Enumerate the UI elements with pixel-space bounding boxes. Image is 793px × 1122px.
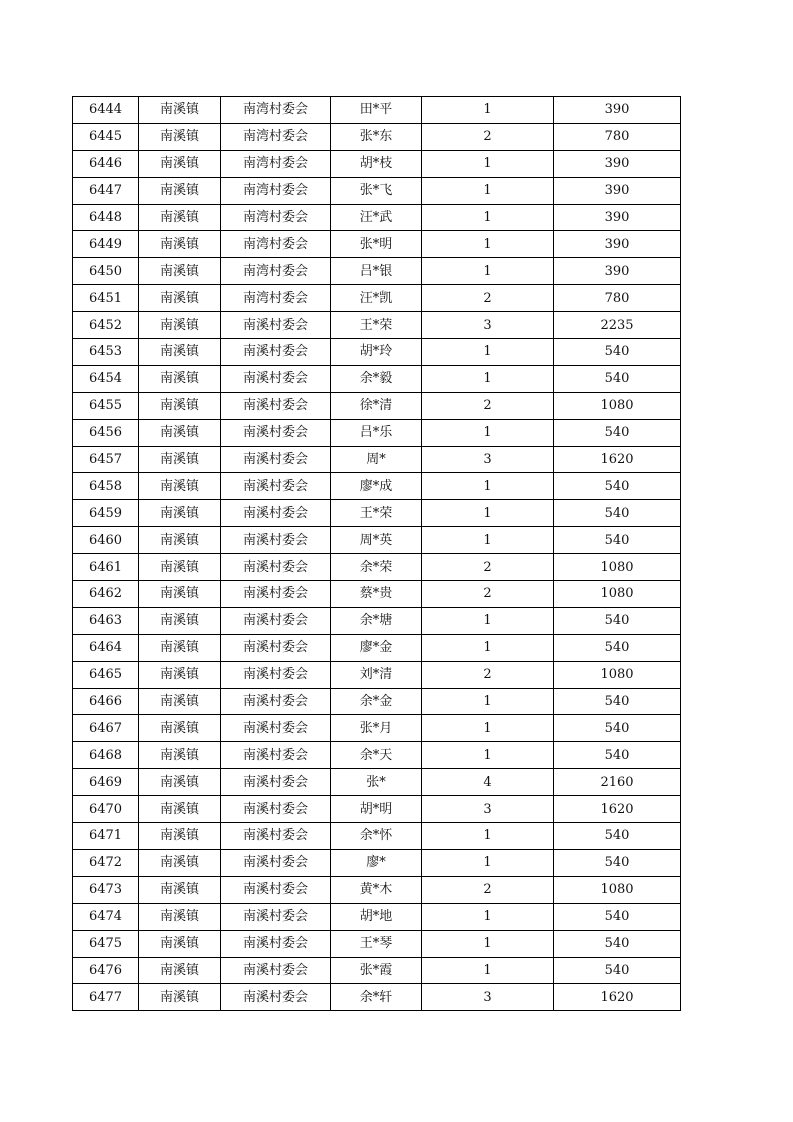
amount-cell: 540 (554, 742, 681, 769)
table-row (73, 554, 681, 581)
name-cell: 张* (331, 769, 422, 796)
town-cell: 南溪镇 (139, 903, 221, 930)
amount-cell: 780 (554, 123, 681, 150)
table-row (73, 823, 681, 850)
village-committee-cell: 南湾村委会 (221, 285, 331, 312)
table-row (73, 661, 681, 688)
town-cell: 南溪镇 (139, 876, 221, 903)
amount-cell: 540 (554, 715, 681, 742)
serial-number-cell: 6471 (73, 823, 139, 850)
village-committee-cell: 南溪村委会 (221, 984, 331, 1011)
household-size-cell: 1 (422, 688, 554, 715)
serial-number-cell: 6460 (73, 527, 139, 554)
town-cell: 南溪镇 (139, 285, 221, 312)
table-row (73, 285, 681, 312)
town-cell: 南溪镇 (139, 473, 221, 500)
village-committee-cell: 南溪村委会 (221, 661, 331, 688)
village-committee-cell: 南湾村委会 (221, 150, 331, 177)
village-committee-cell: 南溪村委会 (221, 339, 331, 366)
amount-cell: 390 (554, 150, 681, 177)
table-row (73, 204, 681, 231)
table-row (73, 984, 681, 1011)
serial-number-cell: 6444 (73, 97, 139, 124)
household-size-cell: 1 (422, 849, 554, 876)
town-cell: 南溪镇 (139, 231, 221, 258)
town-cell: 南溪镇 (139, 312, 221, 339)
town-cell: 南溪镇 (139, 688, 221, 715)
amount-cell: 390 (554, 204, 681, 231)
town-cell: 南溪镇 (139, 177, 221, 204)
household-size-cell: 1 (422, 231, 554, 258)
serial-number-cell: 6467 (73, 715, 139, 742)
serial-number-cell: 6475 (73, 930, 139, 957)
name-cell: 周*英 (331, 527, 422, 554)
village-committee-cell: 南溪村委会 (221, 312, 331, 339)
village-committee-cell: 南溪村委会 (221, 903, 331, 930)
name-cell: 张*飞 (331, 177, 422, 204)
town-cell: 南溪镇 (139, 715, 221, 742)
amount-cell: 540 (554, 957, 681, 984)
serial-number-cell: 6473 (73, 876, 139, 903)
town-cell: 南溪镇 (139, 661, 221, 688)
serial-number-cell: 6450 (73, 258, 139, 285)
household-size-cell: 3 (422, 446, 554, 473)
household-size-cell: 2 (422, 661, 554, 688)
village-committee-cell: 南溪村委会 (221, 500, 331, 527)
amount-cell: 540 (554, 930, 681, 957)
town-cell: 南溪镇 (139, 607, 221, 634)
amount-cell: 540 (554, 419, 681, 446)
village-committee-cell: 南湾村委会 (221, 258, 331, 285)
serial-number-cell: 6454 (73, 365, 139, 392)
village-committee-cell: 南溪村委会 (221, 769, 331, 796)
name-cell: 胡*枝 (331, 150, 422, 177)
amount-cell: 540 (554, 527, 681, 554)
serial-number-cell: 6477 (73, 984, 139, 1011)
household-size-cell: 3 (422, 984, 554, 1011)
serial-number-cell: 6466 (73, 688, 139, 715)
name-cell: 田*平 (331, 97, 422, 124)
name-cell: 余*怀 (331, 823, 422, 850)
table-row (73, 150, 681, 177)
table-row (73, 339, 681, 366)
amount-cell: 1080 (554, 661, 681, 688)
serial-number-cell: 6470 (73, 796, 139, 823)
household-size-cell: 2 (422, 554, 554, 581)
household-size-cell: 2 (422, 876, 554, 903)
table-row (73, 177, 681, 204)
village-committee-cell: 南溪村委会 (221, 554, 331, 581)
serial-number-cell: 6465 (73, 661, 139, 688)
household-size-cell: 1 (422, 339, 554, 366)
table-row (73, 500, 681, 527)
town-cell: 南溪镇 (139, 258, 221, 285)
name-cell: 张*东 (331, 123, 422, 150)
village-committee-cell: 南溪村委会 (221, 473, 331, 500)
serial-number-cell: 6455 (73, 392, 139, 419)
name-cell: 吕*乐 (331, 419, 422, 446)
serial-number-cell: 6468 (73, 742, 139, 769)
town-cell: 南溪镇 (139, 849, 221, 876)
amount-cell: 1080 (554, 876, 681, 903)
town-cell: 南溪镇 (139, 97, 221, 124)
town-cell: 南溪镇 (139, 823, 221, 850)
serial-number-cell: 6469 (73, 769, 139, 796)
name-cell: 王*荣 (331, 500, 422, 527)
village-committee-cell: 南湾村委会 (221, 177, 331, 204)
amount-cell: 1080 (554, 554, 681, 581)
name-cell: 余*金 (331, 688, 422, 715)
household-size-cell: 2 (422, 392, 554, 419)
serial-number-cell: 6463 (73, 607, 139, 634)
serial-number-cell: 6449 (73, 231, 139, 258)
village-committee-cell: 南溪村委会 (221, 930, 331, 957)
name-cell: 汪*武 (331, 204, 422, 231)
amount-cell: 390 (554, 231, 681, 258)
town-cell: 南溪镇 (139, 527, 221, 554)
table-row (73, 527, 681, 554)
amount-cell: 390 (554, 97, 681, 124)
town-cell: 南溪镇 (139, 150, 221, 177)
amount-cell: 1620 (554, 796, 681, 823)
serial-number-cell: 6462 (73, 581, 139, 608)
amount-cell: 540 (554, 903, 681, 930)
town-cell: 南溪镇 (139, 634, 221, 661)
name-cell: 胡*地 (331, 903, 422, 930)
amount-cell: 390 (554, 177, 681, 204)
village-committee-cell: 南溪村委会 (221, 849, 331, 876)
household-size-cell: 1 (422, 742, 554, 769)
name-cell: 吕*银 (331, 258, 422, 285)
household-size-cell: 4 (422, 769, 554, 796)
household-size-cell: 2 (422, 123, 554, 150)
table-row (73, 903, 681, 930)
amount-cell: 390 (554, 258, 681, 285)
name-cell: 余*毅 (331, 365, 422, 392)
serial-number-cell: 6452 (73, 312, 139, 339)
amount-cell: 540 (554, 688, 681, 715)
village-committee-cell: 南湾村委会 (221, 204, 331, 231)
table-row (73, 849, 681, 876)
amount-cell: 2160 (554, 769, 681, 796)
amount-cell: 2235 (554, 312, 681, 339)
name-cell: 胡*玲 (331, 339, 422, 366)
serial-number-cell: 6461 (73, 554, 139, 581)
town-cell: 南溪镇 (139, 446, 221, 473)
village-committee-cell: 南溪村委会 (221, 796, 331, 823)
village-committee-cell: 南溪村委会 (221, 607, 331, 634)
town-cell: 南溪镇 (139, 339, 221, 366)
table-row (73, 473, 681, 500)
village-committee-cell: 南湾村委会 (221, 97, 331, 124)
serial-number-cell: 6458 (73, 473, 139, 500)
table-row (73, 446, 681, 473)
name-cell: 张*明 (331, 231, 422, 258)
household-size-cell: 1 (422, 97, 554, 124)
amount-cell: 540 (554, 823, 681, 850)
household-size-cell: 2 (422, 581, 554, 608)
table-row (73, 419, 681, 446)
name-cell: 张*霞 (331, 957, 422, 984)
name-cell: 王*荣 (331, 312, 422, 339)
name-cell: 王*琴 (331, 930, 422, 957)
table-row (73, 312, 681, 339)
town-cell: 南溪镇 (139, 500, 221, 527)
table-row (73, 742, 681, 769)
village-committee-cell: 南溪村委会 (221, 527, 331, 554)
serial-number-cell: 6448 (73, 204, 139, 231)
table-row (73, 123, 681, 150)
household-size-cell: 1 (422, 930, 554, 957)
amount-cell: 540 (554, 365, 681, 392)
name-cell: 胡*明 (331, 796, 422, 823)
name-cell: 余*天 (331, 742, 422, 769)
village-committee-cell: 南溪村委会 (221, 957, 331, 984)
serial-number-cell: 6474 (73, 903, 139, 930)
name-cell: 廖* (331, 849, 422, 876)
town-cell: 南溪镇 (139, 365, 221, 392)
table-row (73, 607, 681, 634)
village-committee-cell: 南溪村委会 (221, 823, 331, 850)
household-size-cell: 1 (422, 527, 554, 554)
town-cell: 南溪镇 (139, 581, 221, 608)
village-committee-cell: 南溪村委会 (221, 419, 331, 446)
table-row (73, 930, 681, 957)
household-size-cell: 1 (422, 957, 554, 984)
town-cell: 南溪镇 (139, 742, 221, 769)
table-row (73, 957, 681, 984)
household-size-cell: 1 (422, 150, 554, 177)
village-committee-cell: 南溪村委会 (221, 634, 331, 661)
name-cell: 廖*成 (331, 473, 422, 500)
table-row (73, 796, 681, 823)
village-committee-cell: 南溪村委会 (221, 742, 331, 769)
table-row (73, 231, 681, 258)
name-cell: 刘*清 (331, 661, 422, 688)
serial-number-cell: 6459 (73, 500, 139, 527)
amount-cell: 1080 (554, 581, 681, 608)
household-table (72, 96, 681, 1011)
name-cell: 余*塘 (331, 607, 422, 634)
serial-number-cell: 6446 (73, 150, 139, 177)
table-body (73, 97, 681, 1011)
name-cell: 余*轩 (331, 984, 422, 1011)
village-committee-cell: 南溪村委会 (221, 365, 331, 392)
table-row (73, 258, 681, 285)
serial-number-cell: 6472 (73, 849, 139, 876)
household-size-cell: 2 (422, 285, 554, 312)
serial-number-cell: 6451 (73, 285, 139, 312)
village-committee-cell: 南溪村委会 (221, 688, 331, 715)
amount-cell: 1080 (554, 392, 681, 419)
village-committee-cell: 南溪村委会 (221, 446, 331, 473)
town-cell: 南溪镇 (139, 204, 221, 231)
town-cell: 南溪镇 (139, 419, 221, 446)
household-size-cell: 1 (422, 258, 554, 285)
household-size-cell: 1 (422, 177, 554, 204)
table-row (73, 769, 681, 796)
amount-cell: 540 (554, 339, 681, 366)
amount-cell: 1620 (554, 446, 681, 473)
serial-number-cell: 6445 (73, 123, 139, 150)
village-committee-cell: 南湾村委会 (221, 123, 331, 150)
table-row (73, 392, 681, 419)
village-committee-cell: 南溪村委会 (221, 876, 331, 903)
name-cell: 廖*金 (331, 634, 422, 661)
serial-number-cell: 6457 (73, 446, 139, 473)
amount-cell: 1620 (554, 984, 681, 1011)
household-size-cell: 1 (422, 500, 554, 527)
table-row (73, 876, 681, 903)
household-size-cell: 1 (422, 419, 554, 446)
name-cell: 张*月 (331, 715, 422, 742)
table-row (73, 688, 681, 715)
table-row (73, 581, 681, 608)
table-row (73, 97, 681, 124)
village-committee-cell: 南溪村委会 (221, 392, 331, 419)
table-row (73, 365, 681, 392)
table-row (73, 634, 681, 661)
household-size-cell: 1 (422, 204, 554, 231)
town-cell: 南溪镇 (139, 123, 221, 150)
household-size-cell: 1 (422, 823, 554, 850)
household-size-cell: 3 (422, 796, 554, 823)
amount-cell: 540 (554, 500, 681, 527)
town-cell: 南溪镇 (139, 554, 221, 581)
household-size-cell: 1 (422, 607, 554, 634)
amount-cell: 540 (554, 607, 681, 634)
household-size-cell: 1 (422, 903, 554, 930)
name-cell: 周* (331, 446, 422, 473)
table-row (73, 715, 681, 742)
village-committee-cell: 南湾村委会 (221, 231, 331, 258)
household-size-cell: 1 (422, 365, 554, 392)
serial-number-cell: 6456 (73, 419, 139, 446)
name-cell: 汪*凯 (331, 285, 422, 312)
amount-cell: 540 (554, 473, 681, 500)
name-cell: 余*荣 (331, 554, 422, 581)
household-size-cell: 1 (422, 473, 554, 500)
serial-number-cell: 6447 (73, 177, 139, 204)
name-cell: 蔡*贵 (331, 581, 422, 608)
town-cell: 南溪镇 (139, 392, 221, 419)
town-cell: 南溪镇 (139, 769, 221, 796)
amount-cell: 540 (554, 849, 681, 876)
serial-number-cell: 6453 (73, 339, 139, 366)
village-committee-cell: 南溪村委会 (221, 581, 331, 608)
name-cell: 黄*木 (331, 876, 422, 903)
serial-number-cell: 6464 (73, 634, 139, 661)
household-size-cell: 1 (422, 634, 554, 661)
town-cell: 南溪镇 (139, 796, 221, 823)
town-cell: 南溪镇 (139, 984, 221, 1011)
town-cell: 南溪镇 (139, 930, 221, 957)
name-cell: 徐*清 (331, 392, 422, 419)
town-cell: 南溪镇 (139, 957, 221, 984)
amount-cell: 540 (554, 634, 681, 661)
serial-number-cell: 6476 (73, 957, 139, 984)
amount-cell: 780 (554, 285, 681, 312)
household-size-cell: 3 (422, 312, 554, 339)
household-size-cell: 1 (422, 715, 554, 742)
village-committee-cell: 南溪村委会 (221, 715, 331, 742)
